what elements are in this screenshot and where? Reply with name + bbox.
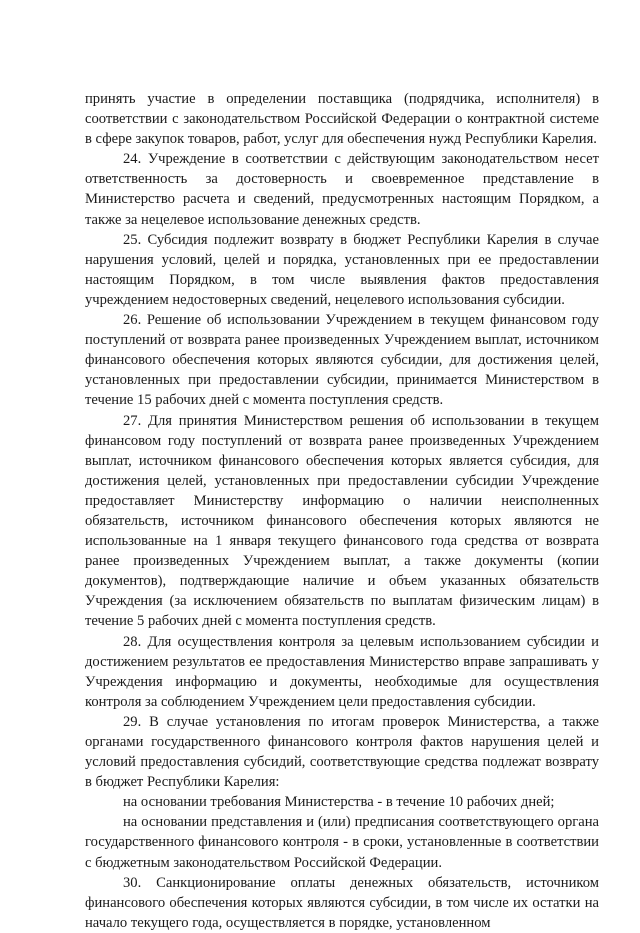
paragraph-29-item-2: на основании представления и (или) предписания соответствующего органа государственного финансового контроля - в сроки, установленные в соответствии с бюджетным законодательством Российской Федерации. xyxy=(85,814,599,871)
paragraph-29-item-1: на основании требования Министерства - в течение 10 рабочих дней; xyxy=(123,794,555,811)
paragraph-27: 27. Для принятия Министерством решения об использовании в текущем финансовом году поступлений от возврата ранее произведенных Учреждением выплат, источником финансового обеспечения которых является субсидия, для достижения целей, установленных при предоставлении субсидии Учреждение предоставляет Министерству информацию о наличии неисполненных обязательств, источником финансового обеспечения которых являются не использованные на 1 января текущего финансового года средства от возврата ранее произведенных Учреждением выплат, а также документы (копии документов), подтверждающие наличие и объем указанных обязательств Учреждения (за исключением обязательств по выплатам физическим лицам) в течение 5 рабочих дней с момента поступления средств. xyxy=(85,412,599,630)
paragraph-28: 28. Для осуществления контроля за целевым использованием субсидии и достижением результатов ее предоставления Министерство вправе запрашивать у Учреждения информацию и документы, необходимые для осуществления контроля за соблюдением Учреждением цели предоставления субсидии. xyxy=(85,633,599,710)
paragraph-25: 25. Субсидия подлежит возврату в бюджет Республики Карелия в случае нарушения условий, целей и порядка, установленных при ее предоставлении настоящим Порядком, в том числе выявления фактов предоставления учреждением недостоверных сведений, нецелевого использования субсидии. xyxy=(85,231,599,308)
paragraph-24: 24. Учреждение в соответствии с действующим законодательством несет ответственность за достоверность и своевременное представление в Министерство расчета и сведений, предусмотренных настоящим Порядком, а также за нецелевое использование денежных средств. xyxy=(85,151,599,228)
paragraph-continuation: принять участие в определении поставщика (подрядчика, исполнителя) в соответствии с законодательством Российской Федерации о контрактной системе в сфере закупок товаров, работ, услуг для обеспечения нужд Республики Карелия. xyxy=(85,91,599,148)
paragraph-26: 26. Решение об использовании Учреждением в текущем финансовом году поступлений от возврата ранее произведенных Учреждением выплат, источником финансового обеспечения которых являются субсидии, для достижения целей, установленных при предоставлении субсидии, принимается Министерством в течение 15 рабочих дней с момента поступления средств. xyxy=(85,312,599,409)
paragraph-30: 30. Санкционирование оплаты денежных обязательств, источником финансового обеспечения которых являются субсидии, в том числе их остатки на начало текущего года, осуществляется в порядке, установленном xyxy=(85,874,599,931)
paragraph-29: 29. В случае установления по итогам проверок Министерства, а также органами государственного финансового контроля фактов нарушения целей и условий предоставления субсидий, соответствующие средства подлежат возврату в бюджет Республики Карелия: xyxy=(85,713,599,791)
